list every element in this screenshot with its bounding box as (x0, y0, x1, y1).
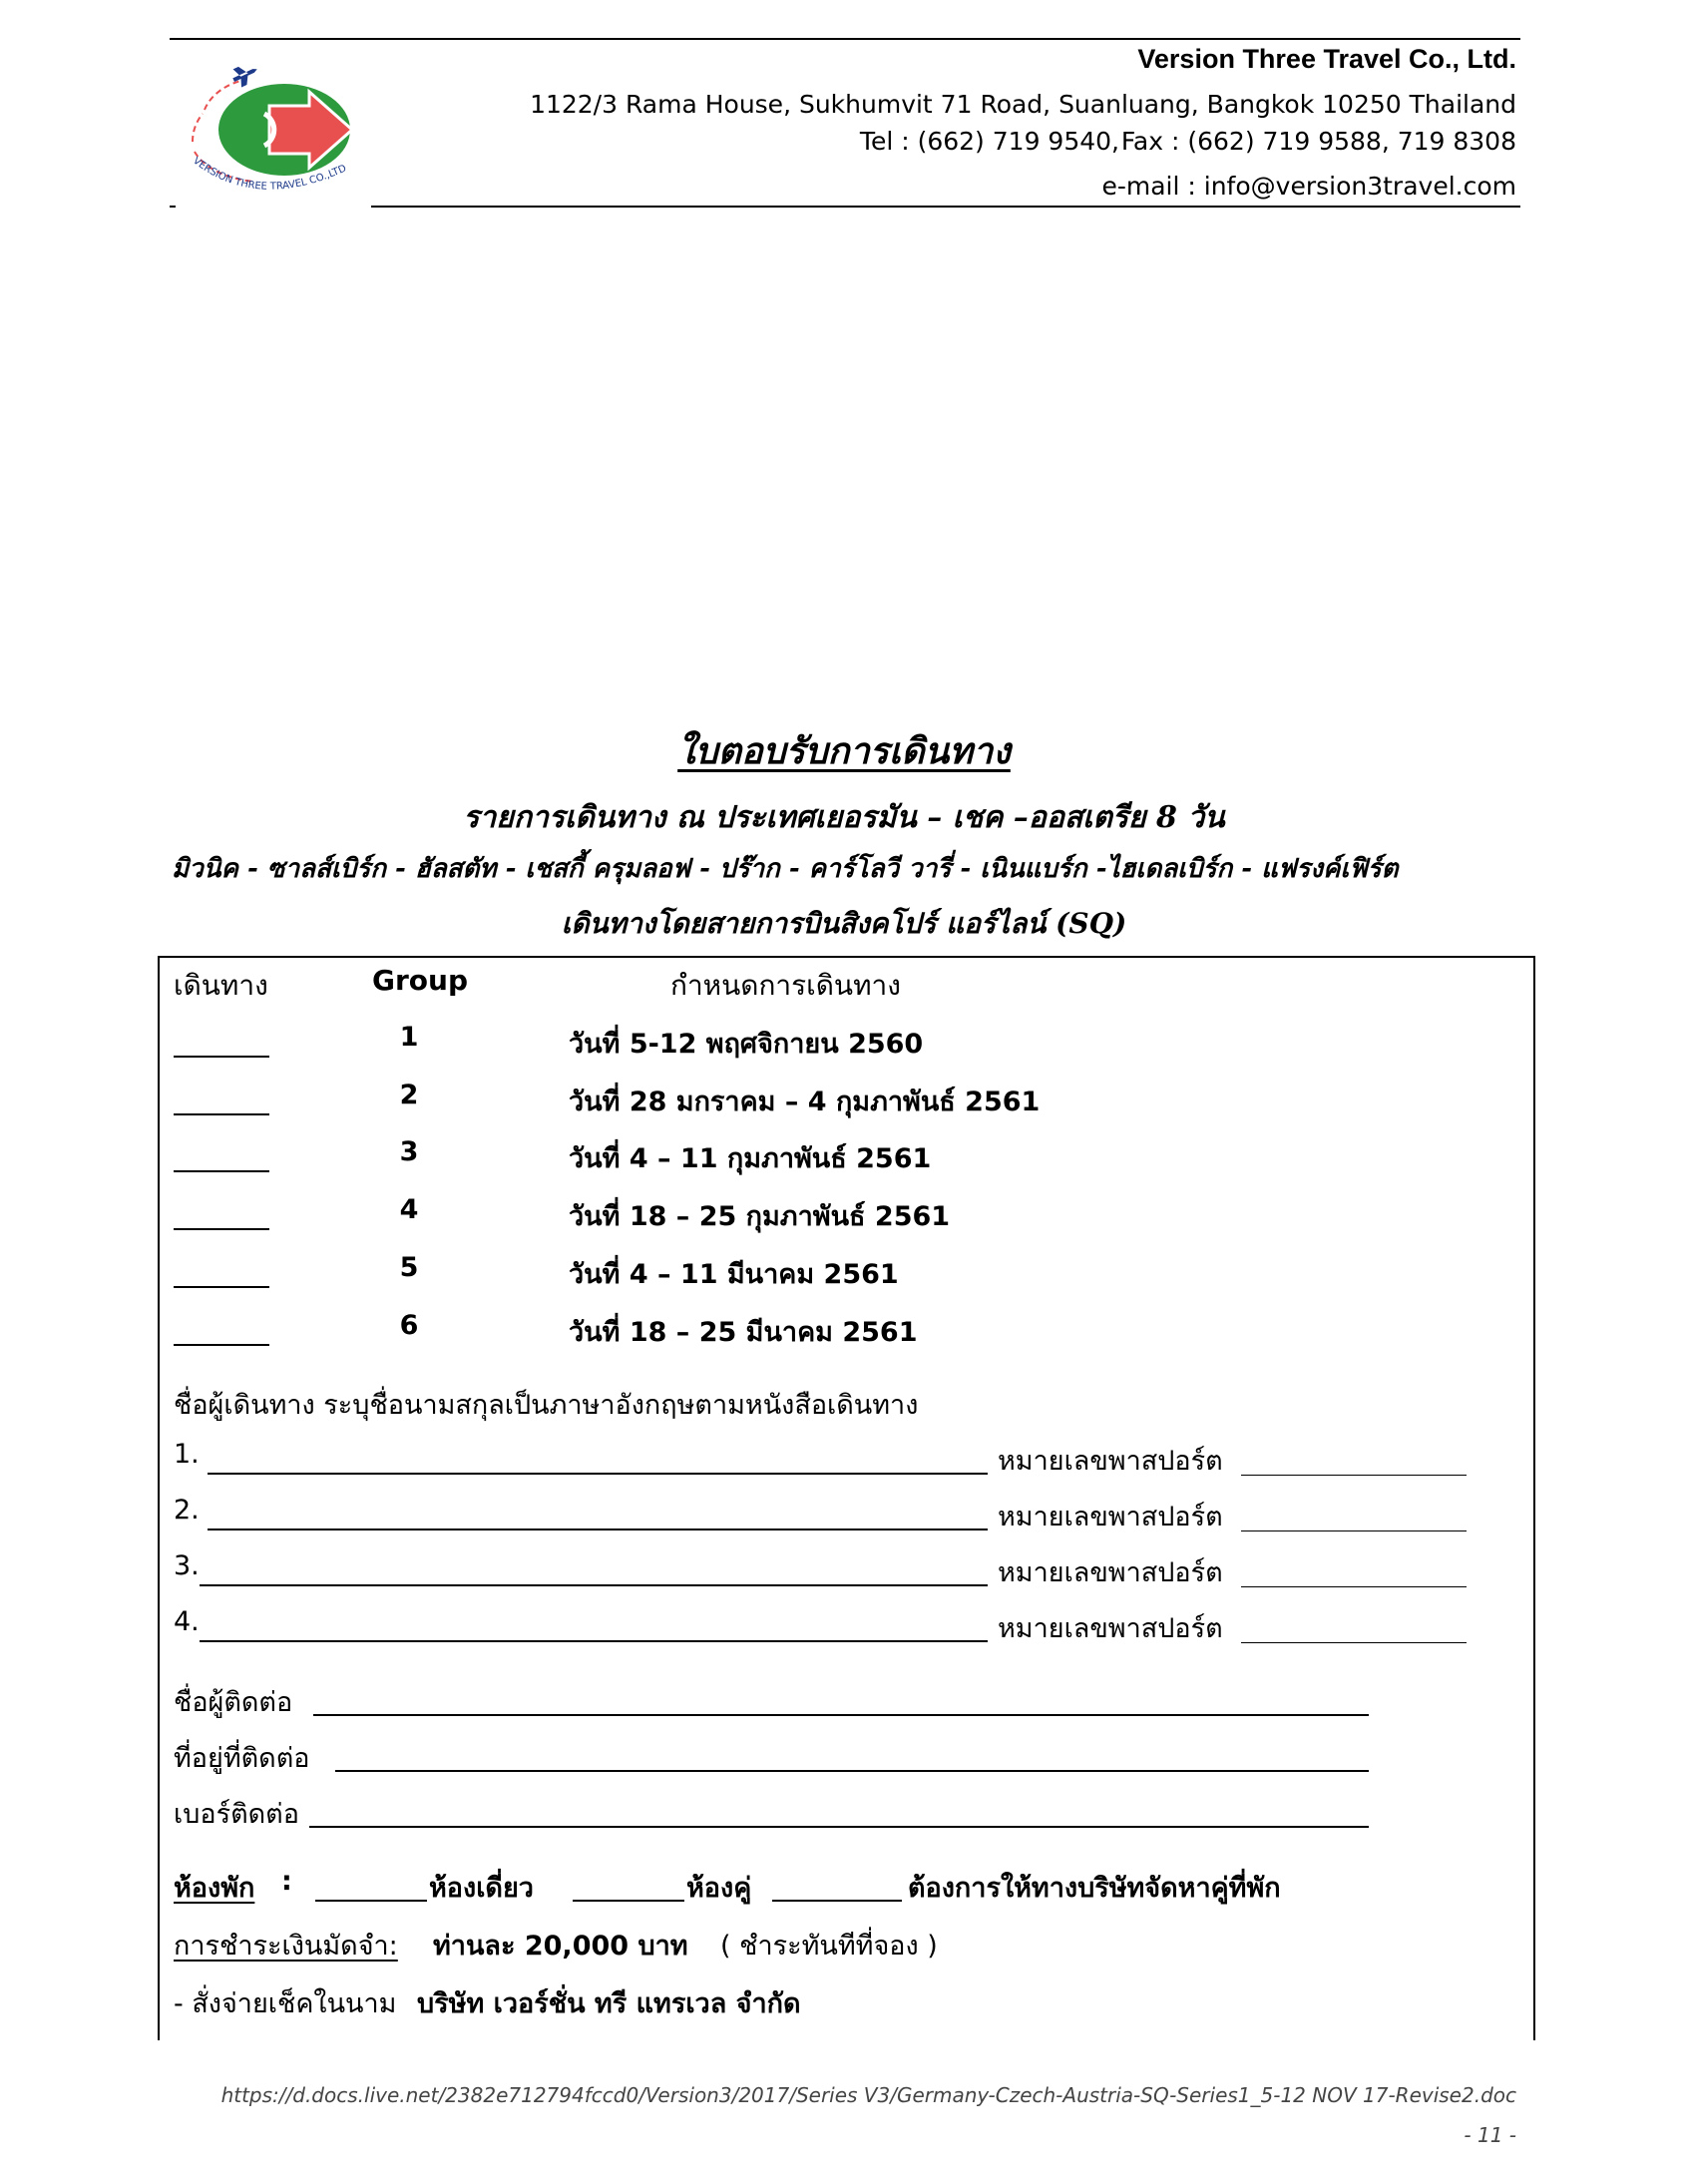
company-fax: Fax : (662) 719 9588, 719 8308 (1120, 127, 1516, 156)
traveler-number: 4. (174, 1606, 200, 1637)
traveler-number: 1. (174, 1439, 200, 1470)
traveler-number: 2. (174, 1495, 200, 1526)
traveler-name-field[interactable] (200, 1640, 988, 1642)
passport-label: หมายเลขพาสปอร์ต (998, 1446, 1223, 1477)
contact-address-label: ที่อยู่ที่ติดต่อ (174, 1743, 310, 1774)
passport-label: หมายเลขพาสปอร์ต (998, 1613, 1223, 1644)
double-room-field[interactable] (573, 1900, 684, 1902)
header-bottom-rule-stub (170, 206, 176, 208)
company-logo (185, 62, 364, 202)
double-room-label: ห้องคู่ (686, 1873, 752, 1904)
passport-label: หมายเลขพาสปอร์ต (998, 1557, 1223, 1588)
share-room-field[interactable] (772, 1900, 902, 1902)
passport-number-field[interactable] (1241, 1642, 1467, 1643)
group-date: วันที่ 28 มกราคม – 4 กุมภาพันธ์ 2561 (569, 1087, 1041, 1117)
cheque-prefix: - สั่งจ่ายเช็คในนาม (174, 1988, 397, 2019)
traveler-heading: ชื่อผู้เดินทาง ระบุชื่อนามสกุลเป็นภาษาอังกฤษตามหนังสือเดินทาง (174, 1390, 919, 1421)
passport-number-field[interactable] (1241, 1475, 1467, 1476)
passport-number-field[interactable] (1241, 1586, 1467, 1587)
deposit-label: การชำระเงินมัดจำ: (174, 1931, 398, 1962)
tour-airline: เดินทางโดยสายการบินสิงคโปร์ แอร์ไลน์ (SQ) (561, 907, 1127, 940)
group-number: 5 (399, 1252, 419, 1283)
tour-cities: มิวนิค - ซาลส์เบิร์ก - ฮัลสตัท - เชสกี้ ครุมลอฟ - ปร๊าก - คาร์โลวี วารี่ - เนินแบร์ก -ไฮเดลเบิร์ก - แฟรงค์เฟิร์ต (172, 854, 1399, 884)
col-header-group: Group (372, 964, 469, 997)
col-header-schedule: กำหนดการเดินทาง (670, 969, 901, 1002)
single-room-field[interactable] (315, 1900, 427, 1902)
traveler-name-field[interactable] (200, 1584, 988, 1586)
group-date: วันที่ 18 – 25 มีนาคม 2561 (569, 1317, 918, 1348)
room-label: ห้องพัก (174, 1873, 255, 1904)
page-number: - 11 - (1464, 2123, 1516, 2147)
traveler-number: 3. (174, 1550, 200, 1581)
traveler-name-field[interactable] (208, 1473, 988, 1475)
contact-phone-label: เบอร์ติดต่อ (174, 1799, 299, 1830)
group-checkbox-line[interactable] (174, 1344, 269, 1346)
contact-address-field[interactable] (335, 1770, 1369, 1772)
group-checkbox-line[interactable] (174, 1228, 269, 1230)
logo-text: VERSION THREE TRAVEL CO.,LTD (191, 155, 348, 193)
group-number: 1 (399, 1022, 419, 1053)
group-date: วันที่ 4 – 11 กุมภาพันธ์ 2561 (569, 1143, 932, 1174)
group-number: 4 (399, 1194, 419, 1225)
deposit-note: ( ชำระทันทีที่จอง ) (720, 1931, 938, 1962)
group-number: 6 (399, 1310, 419, 1341)
company-address: 1122/3 Rama House, Sukhumvit 71 Road, Suanluang, Bangkok 10250 Thailand (530, 90, 1516, 119)
group-checkbox-line[interactable] (174, 1056, 269, 1058)
cheque-payee: บริษัท เวอร์ชั่น ทรี แทรเวล จำกัด (417, 1988, 801, 2019)
contact-phone-field[interactable] (309, 1826, 1369, 1828)
group-number: 3 (399, 1136, 419, 1167)
footer-file-path: https://d.docs.live.net/2382e712794fccd0/Version3/2017/Series V3/Germany-Czech-Austria-SQ-Series1_5-12 NOV 17-Revise2.doc (220, 2083, 1516, 2107)
company-tel: Tel : (662) 719 9540, (859, 127, 1119, 156)
share-room-label: ต้องการให้ทางบริษัทจัดหาคู่ที่พัก (908, 1873, 1281, 1904)
company-name: Version Three Travel Co., Ltd. (1137, 44, 1516, 74)
header-top-rule (170, 38, 1520, 40)
deposit-amount: ท่านละ 20,000 บาท (433, 1931, 688, 1962)
passport-label: หมายเลขพาสปอร์ต (998, 1502, 1223, 1532)
group-checkbox-line[interactable] (174, 1286, 269, 1288)
group-number: 2 (399, 1080, 419, 1110)
contact-name-label: ชื่อผู้ติดต่อ (174, 1687, 293, 1718)
contact-name-field[interactable] (313, 1714, 1369, 1716)
group-checkbox-line[interactable] (174, 1170, 269, 1172)
company-email: e-mail : info@version3travel.com (1101, 172, 1516, 201)
header-bottom-rule (371, 206, 1520, 208)
room-label-colon: : (281, 1866, 292, 1897)
form-title: ใบตอบรับการเดินทาง (677, 730, 1011, 772)
tour-subtitle: รายการเดินทาง ณ ประเทศเยอรมัน – เชค –ออสเตรีย 8 วัน (463, 800, 1225, 835)
single-room-label: ห้องเดี่ยว (429, 1873, 534, 1904)
passport-number-field[interactable] (1241, 1530, 1467, 1531)
group-date: วันที่ 4 – 11 มีนาคม 2561 (569, 1259, 899, 1290)
group-date: วันที่ 18 – 25 กุมภาพันธ์ 2561 (569, 1201, 951, 1232)
group-date: วันที่ 5-12 พฤศจิกายน 2560 (569, 1029, 924, 1060)
group-checkbox-line[interactable] (174, 1113, 269, 1115)
col-header-travel: เดินทาง (174, 969, 268, 1002)
traveler-name-field[interactable] (208, 1529, 988, 1530)
